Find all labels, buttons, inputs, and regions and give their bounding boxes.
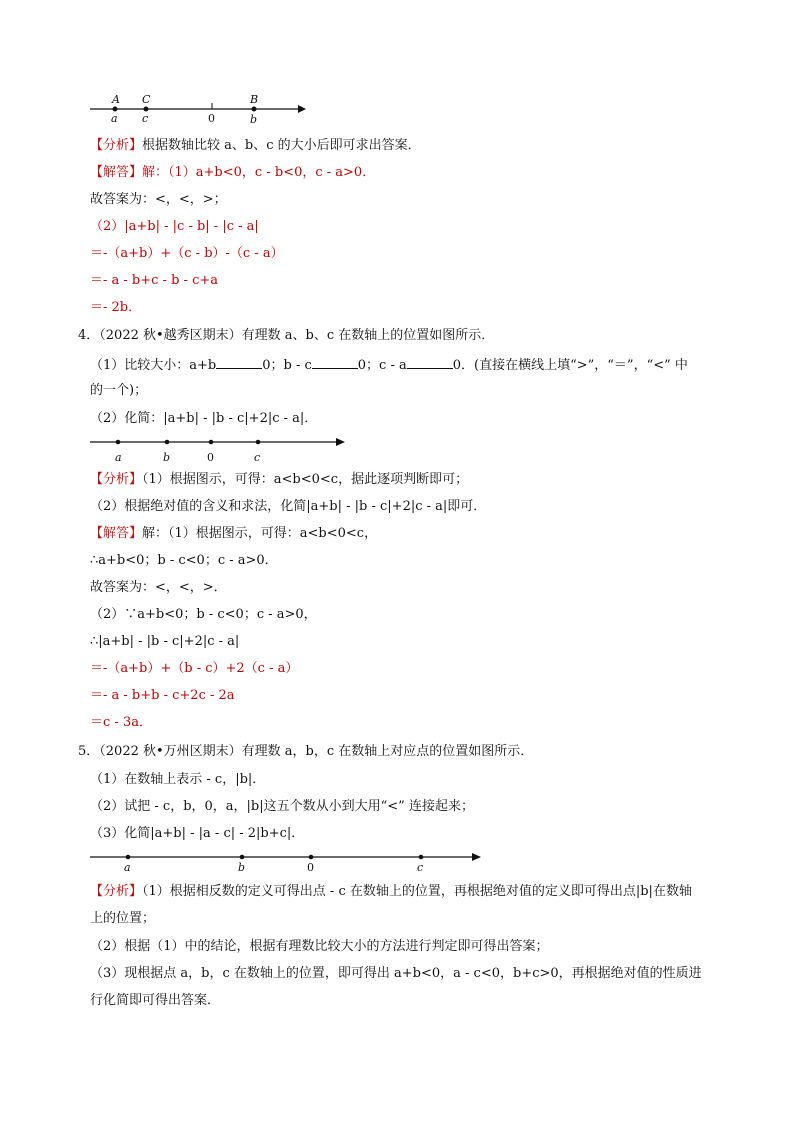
point-B-label: B [250,93,259,106]
q4-axis-0: 0 [207,451,214,464]
blank-1[interactable] [216,356,262,369]
q5-axis-b: b [238,861,246,874]
q4-number: 4． [78,328,100,343]
q4-sub1 [90,356,688,375]
point-b-label: b [250,113,258,126]
q5-axis-a: a [124,861,131,874]
q5-sub1: （1）在数轴上表示 - c，|b|． [90,772,266,787]
q4-solution-2: ∴a+b<0；b - c<0；c - a>0． [90,553,278,568]
p3-step2: （2）|a+b| - |c - b| - |c - a| [90,219,259,234]
q4-solution-1: 解：（1）根据图示，可得：a<b<0<c， [142,526,378,541]
q4-sub2: （2）化简：|a+b| - |b - c|+2|c - a|． [90,411,318,426]
q4-solution-4: ∴|a+b| - |b - c|+2|c - a| [90,634,240,649]
q4-axis-b: b [163,451,171,464]
solution-tag: 【解答】 [90,165,143,180]
q5-stem [78,743,533,761]
q5-axis-0: 0 [307,861,314,874]
q4-stem-text: （2022 秋•越秀区期末）有理数 a、b、c 在数轴上的位置如图所示． [99,328,495,343]
p3-solution [90,164,375,182]
p3-solution-text: 解：（1）a+b<0，c - b<0，c - a>0． [142,165,376,180]
p3-analysis-text: 根据数轴比较 a、b、c 的大小后即可求出答案． [142,138,421,153]
q5-analysis-1b: 上的位置； [90,911,156,926]
q4-solution-7: ＝c - 3a． [90,715,152,730]
q5-analysis [90,883,692,901]
q4-sub1-cont: 的一个)； [90,383,148,398]
q4-sub1-a: （1）比较大小：a+b [90,358,217,373]
analysis-tag: 【分析】 [90,138,143,153]
q4-solution-6: ＝- a - b+b - c+2c - 2a [90,688,235,703]
q5-analysis-3: （3）现根据点 a，b，c 在数轴上的位置，即可得出 a+b<0，a - c<0，b+c>0，再根据绝对值的性质进 [90,966,702,981]
p3-answer: 故答案为：<，<，>； [90,192,227,207]
q4-analysis-2: （2）根据绝对值的含义和求法，化简|a+b| - |b - c|+2|c - a|即可． [90,499,487,514]
q4-sub1-c: 0；c - a [357,358,407,373]
q4-solution [90,525,377,543]
q4-analysis-1: （1）根据图示，可得：a<b<0<c，据此逐项判断即可； [142,472,469,487]
point-A-label: A [112,93,120,106]
q4-analysis [90,471,468,489]
q5-sub3: （3）化简|a+b| - |a - c| - 2|b+c|． [90,826,305,841]
number-line-3-graphic [90,853,481,874]
number-line-2-graphic [90,438,345,464]
point-c-label: c [142,112,149,125]
q4-sub1-d: 0．(直接在横线上填“>”，“＝”，“<” 中 [452,358,688,373]
p3-step5: ＝- 2b． [90,300,142,315]
q4-solution-3: （2）∵a+b<0；b - c<0；c - a>0， [90,607,317,622]
p3-step4: ＝- a - b+c - b - c+a [90,273,218,288]
q5-stem-text: （2022 秋•万州区期末）有理数 a，b，c 在数轴上对应点的位置如图所示． [99,744,534,759]
solution-tag: 【解答】 [90,526,143,541]
q4-stem [78,327,494,345]
q5-analysis-3b: 行化简即可得出答案． [90,993,221,1008]
q4-answer: 故答案为：<，<，>． [90,580,227,595]
q5-sub2: （2）试把 - c，b，0，a，|b|这五个数从小到大用“<” 连接起来； [90,799,474,814]
origin-label: 0 [208,112,215,125]
analysis-tag: 【分析】 [90,472,143,487]
number-line-1-graphic [90,93,306,126]
point-C-label: C [142,93,151,106]
q5-analysis-1: （1）根据相反数的定义可得出点 - c 在数轴上的位置，再根据绝对值的定义即可得出点|b|在数轴 [142,884,692,899]
analysis-tag: 【分析】 [90,884,143,899]
q5-number: 5． [78,744,100,759]
q4-solution-5: ＝-（a+b）+（b - c）+2（c - a） [90,661,299,676]
q4-axis-a: a [115,451,122,464]
blank-2[interactable] [312,356,358,369]
q4-axis-c: c [254,451,261,464]
q4-sub1-b: 0；b - c [262,358,312,373]
point-a-label: a [111,112,118,125]
blank-3[interactable] [407,356,453,369]
q5-analysis-2: （2）根据（1）中的结论，根据有理数比较大小的方法进行判定即可得出答案； [90,939,549,954]
q5-axis-c: c [417,861,424,874]
p3-analysis [90,137,421,155]
p3-step3: ＝-（a+b）+（c - b）-（c - a） [90,246,284,261]
